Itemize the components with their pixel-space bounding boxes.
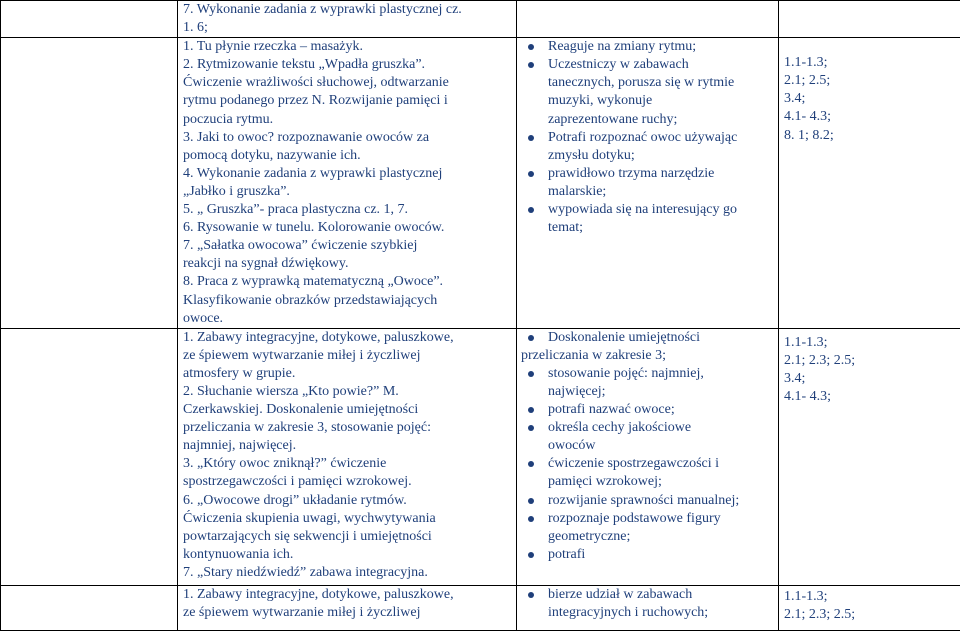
activities-cell [178,1,517,38]
effect-item [521,129,768,165]
blank-cell [1,1,178,38]
activity-line: 6. „Owocowe drogi” układanie rytmów. [183,492,508,510]
code-line: 3.4; [784,370,960,388]
activity-line: 7. Wykonanie zadania z wyprawki plastycznej cz. [183,1,508,19]
activity-line: kontynuowania ich. [183,546,508,564]
activities-cell [178,38,517,329]
code-line: 8. 1; 8.2; [784,127,960,145]
activity-line: rytmu podanego przez N. Rozwijanie pamięci i [183,92,508,110]
effect-item [521,401,768,419]
effect-line: malarskie; [548,183,768,201]
effect-item [521,510,768,546]
code-line: 4.1- 4.3; [784,388,960,406]
codes-cell [779,328,960,585]
activity-line: Czerkawskiej. Doskonalenie umiejętności [183,401,508,419]
effect-line: rozpoznaje podstawowe figury [548,510,768,528]
codes-list [784,586,960,624]
effect-line: Potrafi rozpoznać owoc używając [548,129,768,147]
activity-line: 3. „Który owoc zniknął?” ćwiczenie [183,455,508,473]
effect-line: pamięci wzrokowej; [548,473,768,491]
codes-cell [779,585,960,630]
effects-cell [517,328,779,585]
codes-cell [779,38,960,329]
activities-list [183,38,508,328]
activity-line: Ćwiczenie wrażliwości słuchowej, odtwarzanie [183,74,508,92]
effect-line: najwięcej; [548,383,768,401]
activity-line: „Jabłko i gruszka”. [183,183,508,201]
activity-line: 7. „Stary niedźwiedź” zabawa integracyjna. [183,564,508,582]
effect-item [521,165,768,201]
activity-line: 2. Rytmizowanie tekstu „Wpadła gruszka”. [183,56,508,74]
activity-line: 7. „Sałatka owocowa” ćwiczenie szybkiej [183,237,508,255]
code-line: 1.1-1.3; [784,54,960,72]
effect-item [521,419,768,455]
effect-line: zaprezentowane ruchy; [548,111,768,129]
code-line: 2.1; 2.5; [784,72,960,90]
effect-line: temat; [548,219,768,237]
activity-line: pomocą dotyku, nazywanie ich. [183,147,508,165]
effect-item [521,586,768,622]
activity-line: spostrzegawczości i pamięci wzrokowej. [183,473,508,491]
activity-line: Klasyfikowanie obrazków przedstawiających [183,292,508,310]
effect-line: Reaguje na zmiany rytmu; [548,38,768,56]
blank-cell [1,38,178,329]
activity-line: 1. Zabawy integracyjne, dotykowe, paluszkowe, [183,329,508,347]
activity-line: 3. Jaki to owoc? rozpoznawanie owoców za [183,129,508,147]
activity-line: 1. Tu płynie rzeczka – masażyk. [183,38,508,56]
code-line: 3.4; [784,90,960,108]
effects-cell [517,585,779,630]
effect-line: określa cechy jakościowe [548,419,768,437]
activity-line: 1. 6; [183,19,508,37]
effect-line: Doskonalenie umiejętności [548,329,768,347]
effects-list [521,586,768,622]
effect-line: potrafi nazwać owoce; [548,401,768,419]
table-row [1,38,960,329]
activity-line: 2. Słuchanie wiersza „Kto powie?” M. [183,383,508,401]
activities-cell [178,328,517,585]
activity-line: przeliczania w zakresie 3, stosowanie pojęć: [183,419,508,437]
effect-line: wypowiada się na interesujący go [548,201,768,219]
activities-list [183,329,508,582]
codes-cell [779,1,960,38]
effect-line: owoców [548,437,768,455]
activity-line: 5. „ Gruszka”- praca plastyczna cz. 1, 7. [183,201,508,219]
table-row [1,328,960,585]
effect-item [521,347,768,365]
activity-line: najmniej, najwięcej. [183,437,508,455]
activities-cell [178,585,517,630]
code-line: 2.1; 2.3; 2.5; [784,606,960,624]
codes-list [784,329,960,406]
blank-cell [1,328,178,585]
activity-line: owoce. [183,310,508,328]
activity-line: 1. Zabawy integracyjne, dotykowe, paluszkowe, [183,586,508,604]
table-row [1,1,960,38]
effect-line: zmysłu dotyku; [548,147,768,165]
blank-cell [1,585,178,630]
effect-line: przeliczania w zakresie 3; [521,347,768,365]
effects-cell [517,38,779,329]
table-row [1,585,960,630]
activity-line: powtarzających się sekwencji i umiejętności [183,528,508,546]
activity-line: ze śpiewem wytwarzanie miłej i życzliwej [183,604,508,622]
effects-list [521,38,768,237]
effect-item [521,56,768,128]
effect-line: bierze udział w zabawach [548,586,768,604]
effect-item [521,455,768,491]
activity-line: atmosfery w grupie. [183,365,508,383]
effect-line: integracyjnych i ruchowych; [548,604,768,622]
effect-line: tanecznych, porusza się w rytmie [548,74,768,92]
code-line: 2.1; 2.3; 2.5; [784,352,960,370]
effect-line: potrafi [548,546,768,564]
effect-item [521,38,768,56]
effect-line: Uczestniczy w zabawach [548,56,768,74]
codes-list [784,38,960,144]
effect-item [521,365,768,401]
effect-line: ćwiczenie spostrzegawczości i [548,455,768,473]
effect-line: muzyki, wykonuje [548,92,768,110]
effect-line: prawidłowo trzyma narzędzie [548,165,768,183]
code-line: 1.1-1.3; [784,588,960,606]
effect-item [521,546,768,564]
code-line: 4.1- 4.3; [784,108,960,126]
activity-line: 8. Praca z wyprawką matematyczną „Owoce”. [183,273,508,291]
activity-line: reakcji na sygnał dźwiękowy. [183,255,508,273]
effect-item [521,492,768,510]
effect-item [521,329,768,347]
effect-item [521,201,768,237]
activity-line: ze śpiewem wytwarzanie miłej i życzliwej [183,347,508,365]
activity-line: Ćwiczenia skupienia uwagi, wychwytywania [183,510,508,528]
activity-line: 4. Wykonanie zadania z wyprawki plastycznej [183,165,508,183]
activity-line: 6. Rysowanie w tunelu. Kolorowanie owoców. [183,219,508,237]
activity-line: poczucia rytmu. [183,111,508,129]
code-line: 1.1-1.3; [784,334,960,352]
effect-line: rozwijanie sprawności manualnej; [548,492,768,510]
effect-line: geometryczne; [548,528,768,546]
effects-list [521,329,768,564]
effects-cell [517,1,779,38]
effect-line: stosowanie pojęć: najmniej, [548,365,768,383]
